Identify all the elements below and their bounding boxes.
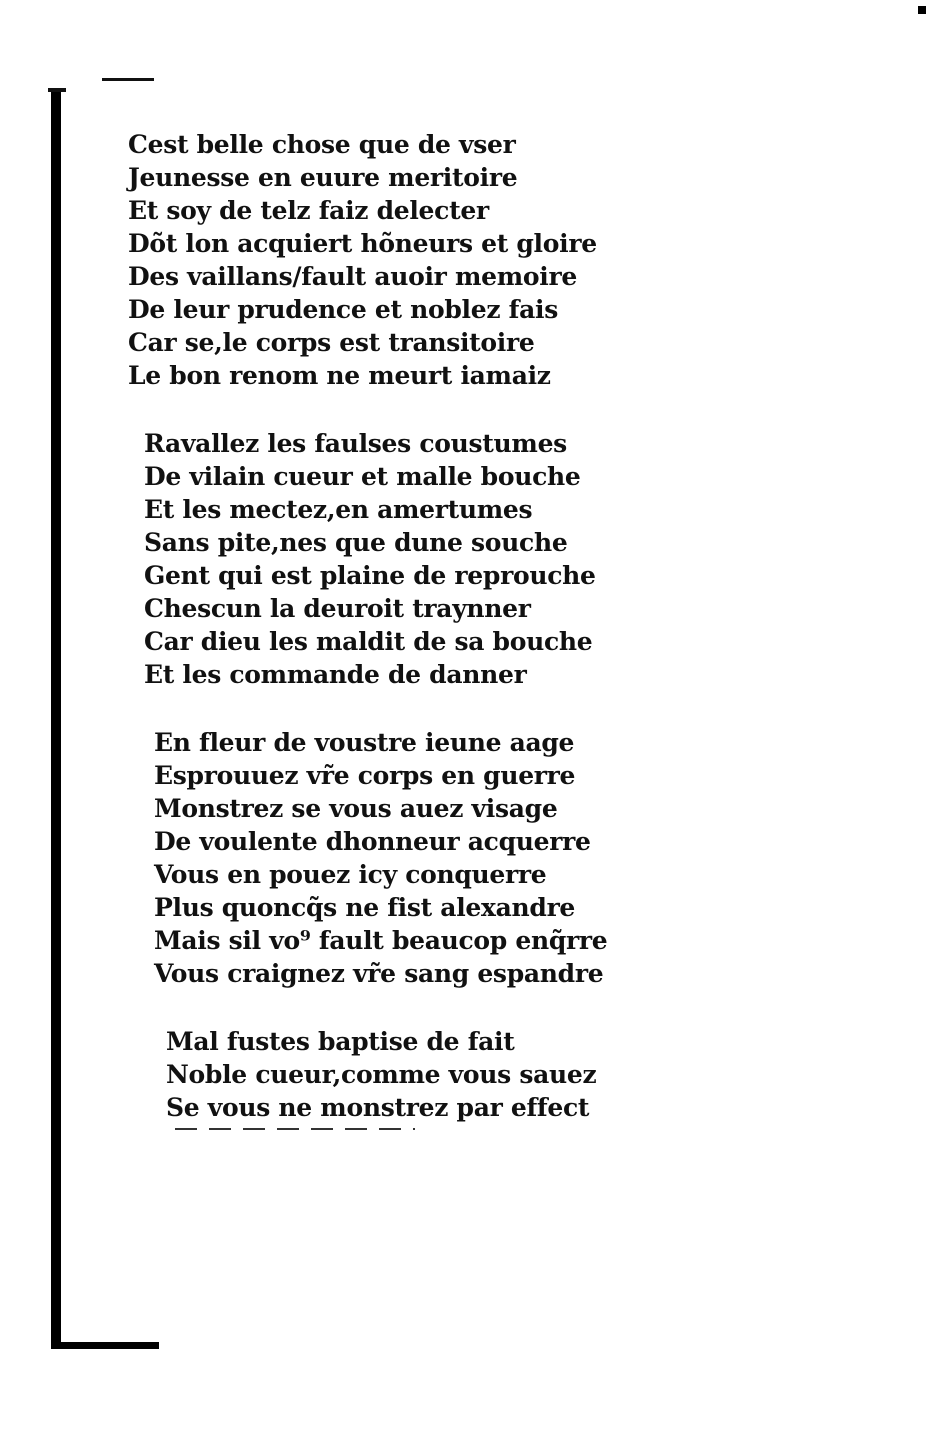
top-rule-mark [102,78,154,81]
bottom-margin-rule [51,1342,159,1349]
verse-line: Le bon renom ne meurt iamaiz [128,361,551,390]
verse-line: Car dieu les maldit de sa bouche [144,627,593,656]
verse-line: Cest belle chose que de vser [128,130,516,159]
verse-line: Mal fustes baptise de fait [166,1027,515,1056]
verse-line: Et les commande de danner [144,660,527,689]
verse-line: Plus quoncq̃s ne fist alexandre [154,893,576,922]
verse-line: En fleur de voustre ieune aage [154,728,575,757]
poem-text [128,128,648,1159]
verse-line: De voulente dhonneur acquerre [154,827,591,856]
verse-line: De leur prudence et noblez fais [128,295,558,324]
cut-off-line-fragment [175,1128,415,1130]
stanza-3 [128,726,648,990]
verse-line: Mais sil vo⁹ fault beaucop enq̃rre [154,926,608,955]
verse-line: Et les mectez,en amertumes [144,495,533,524]
verse-line: Vous en pouez icy conquerre [154,860,547,889]
verse-line: Sans pite,nes que dune souche [144,528,568,557]
verse-line: De vilain cueur et malle bouche [144,462,581,491]
stanza-4 [128,1025,648,1124]
stanza-2 [128,427,648,691]
verse-line: Vous craignez vr̃e sang espandre [154,959,604,988]
verse-line: Noble cueur,comme vous sauez [166,1060,597,1089]
scan-corner-mark [918,6,926,14]
verse-line: Et soy de telz faiz delecter [128,196,489,225]
verse-line: Des vaillans/fault auoir memoire [128,262,577,291]
verse-line: Dõt lon acquiert hõneurs et gloire [128,229,597,258]
left-margin-rule [51,92,61,1347]
verse-line: Se vous ne monstrez par effect [166,1093,590,1122]
verse-line: Monstrez se vous auez visage [154,794,558,823]
verse-line: Car se,le corps est transitoire [128,328,535,357]
verse-line: Chescun la deuroit traynner [144,594,531,623]
stanza-1 [128,128,648,392]
verse-line: Ravallez les faulses coustumes [144,429,567,458]
verse-line: Jeunesse en euure meritoire [128,163,518,192]
verse-line: Gent qui est plaine de reprouche [144,561,596,590]
verse-line: Esprouuez vr̃e corps en guerre [154,761,576,790]
